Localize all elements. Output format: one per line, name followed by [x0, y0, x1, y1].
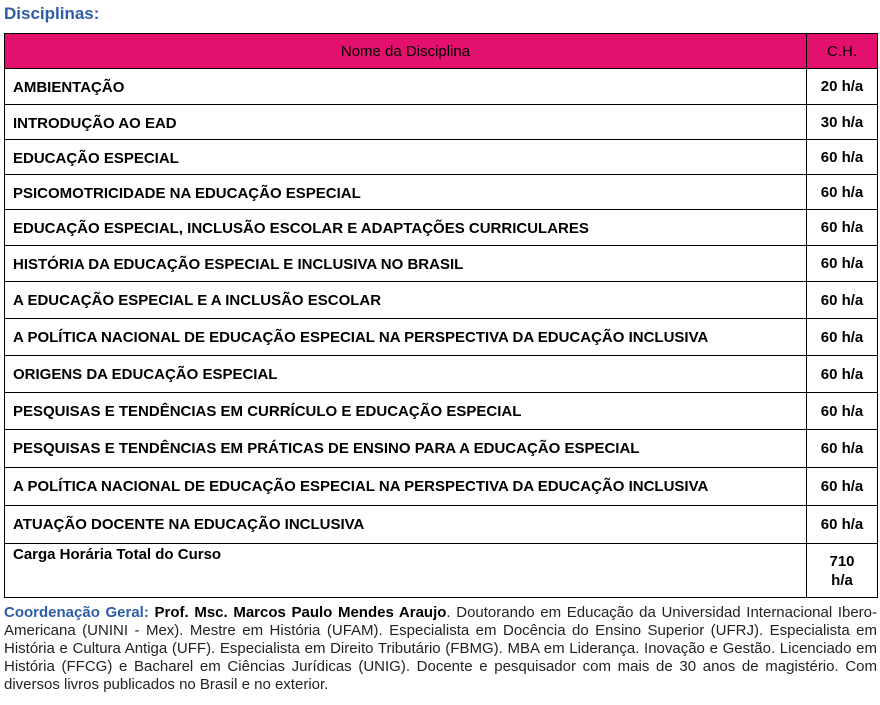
table-row [5, 319, 878, 356]
discipline-name: INTRODUÇÃO AO EAD [5, 105, 807, 140]
discipline-name: HISTÓRIA DA EDUCAÇÃO ESPECIAL E INCLUSIVA NO BRASIL [5, 246, 807, 282]
discipline-workload: 60 h/a [807, 140, 878, 175]
total-label: Carga Horária Total do Curso [5, 544, 807, 598]
discipline-name: PESQUISAS E TENDÊNCIAS EM CURRÍCULO E EDUCAÇÃO ESPECIAL [5, 393, 807, 430]
table-row [5, 69, 878, 105]
table-row [5, 105, 878, 140]
table-row [5, 393, 878, 430]
discipline-workload: 60 h/a [807, 282, 878, 319]
coordinator-name: Prof. Msc. Marcos Paulo Mendes Araujo [154, 604, 447, 621]
table-row [5, 282, 878, 319]
total-row [5, 544, 878, 598]
discipline-name: AMBIENTAÇÃO [5, 69, 807, 105]
discipline-name: PESQUISAS E TENDÊNCIAS EM PRÁTICAS DE ENSINO PARA A EDUCAÇÃO ESPECIAL [5, 430, 807, 468]
coordination-bio: . Doutorando em Educação da Universidad Internacional Ibero-Americana (UNINI - Mex). Mestre em História (UFAM). Especialista em Docência do Ensino Superior (UFRJ). Especialista em História e Cultura Antiga (UFF). Especialista em Direito Tributário (FBMG). MBA em Liderança. Inovação e Gestão. Licenciado em História (FFCG) e Bacharel em Ciências Jurídicas (UNIG). Docente e pesquisador com mais de 30 anos de magistério. Com diversos livros publicados no Brasil e no exterior. [4, 604, 878, 693]
total-workload-unit: h/a [831, 571, 853, 589]
table-row [5, 210, 878, 246]
header-workload: C.H. [807, 34, 878, 69]
disciplines-table [4, 33, 878, 598]
table-row [5, 140, 878, 175]
table-row [5, 175, 878, 210]
discipline-name: ORIGENS DA EDUCAÇÃO ESPECIAL [5, 356, 807, 393]
discipline-workload: 60 h/a [807, 430, 878, 468]
coordination-label: Coordenação Geral: [4, 604, 149, 621]
discipline-workload: 60 h/a [807, 175, 878, 210]
discipline-name: PSICOMOTRICIDADE NA EDUCAÇÃO ESPECIAL [5, 175, 807, 210]
table-body [5, 69, 878, 598]
discipline-name: ATUAÇÃO DOCENTE NA EDUCAÇÃO INCLUSIVA [5, 506, 807, 544]
table-row [5, 430, 878, 468]
section-heading: Disciplinas: [4, 4, 100, 23]
table-row [5, 468, 878, 506]
discipline-workload: 60 h/a [807, 246, 878, 282]
total-workload-value: 710 [829, 552, 855, 570]
discipline-workload: 60 h/a [807, 356, 878, 393]
table-row [5, 246, 878, 282]
discipline-workload: 60 h/a [807, 393, 878, 430]
discipline-workload: 60 h/a [807, 210, 878, 246]
discipline-workload: 60 h/a [807, 506, 878, 544]
discipline-name: EDUCAÇÃO ESPECIAL, INCLUSÃO ESCOLAR E ADAPTAÇÕES CURRICULARES [5, 210, 807, 246]
discipline-workload: 30 h/a [807, 105, 878, 140]
discipline-name: A EDUCAÇÃO ESPECIAL E A INCLUSÃO ESCOLAR [5, 282, 807, 319]
table-row [5, 356, 878, 393]
table-row [5, 506, 878, 544]
discipline-name: A POLÍTICA NACIONAL DE EDUCAÇÃO ESPECIAL NA PERSPECTIVA DA EDUCAÇÃO INCLUSIVA [5, 468, 807, 506]
coordination-paragraph [4, 604, 877, 694]
table-header-row [5, 34, 878, 69]
total-workload [807, 544, 878, 598]
header-discipline-name: Nome da Disciplina [5, 34, 807, 69]
discipline-workload: 20 h/a [807, 69, 878, 105]
discipline-name: A POLÍTICA NACIONAL DE EDUCAÇÃO ESPECIAL NA PERSPECTIVA DA EDUCAÇÃO INCLUSIVA [5, 319, 807, 356]
discipline-name: EDUCAÇÃO ESPECIAL [5, 140, 807, 175]
discipline-workload: 60 h/a [807, 319, 878, 356]
discipline-workload: 60 h/a [807, 468, 878, 506]
